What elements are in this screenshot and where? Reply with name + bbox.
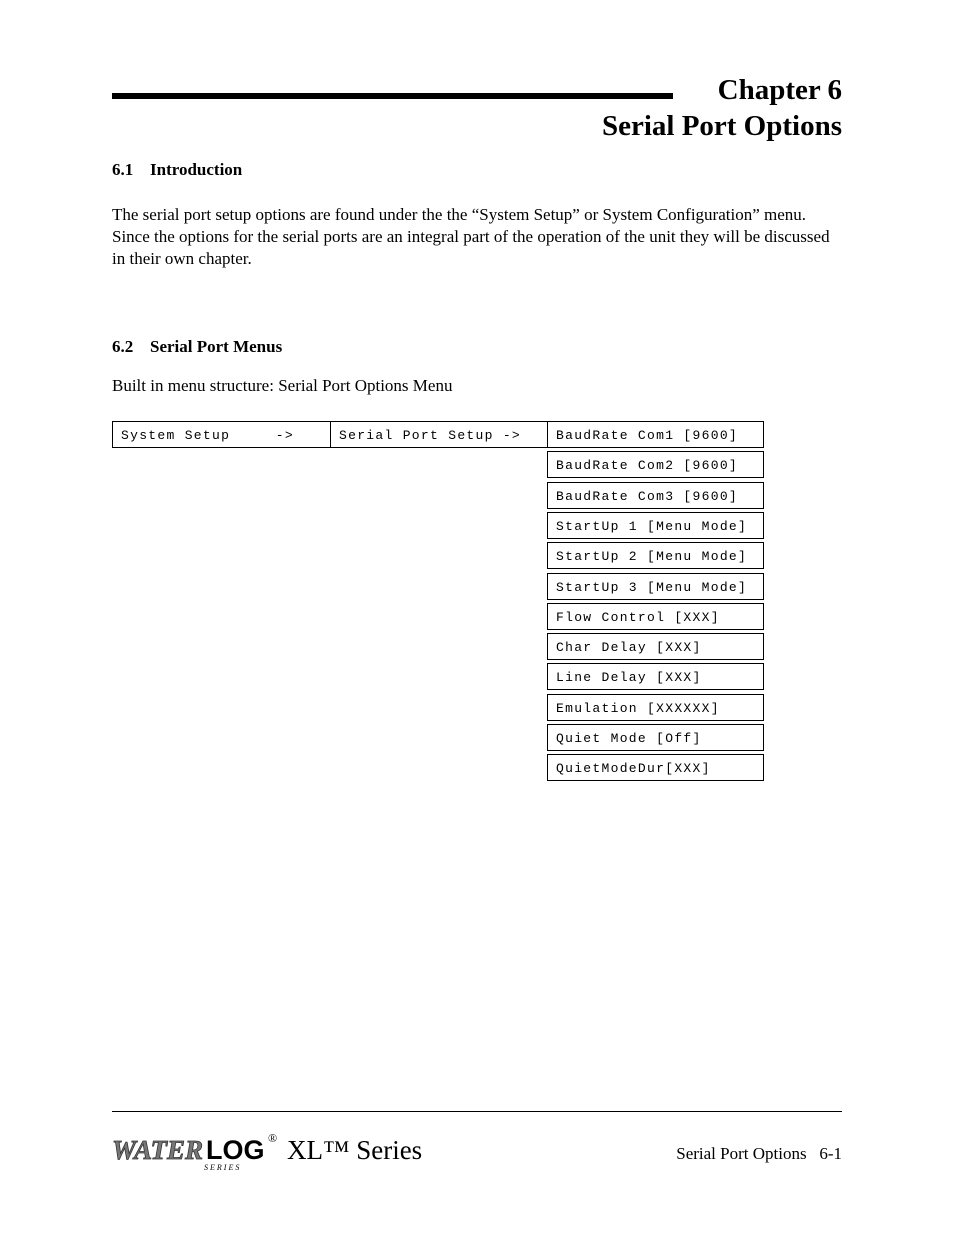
menu-item-box: Line Delay [XXX] — [547, 663, 764, 690]
logo-water-text: WATER — [112, 1135, 204, 1165]
logo-log-text: LOG — [206, 1135, 265, 1165]
menu-item-box: BaudRate Com1 [9600] — [547, 421, 764, 448]
menu-box-system-setup: System Setup -> — [112, 421, 331, 448]
section-heading-menus — [112, 337, 282, 357]
section-title: Serial Port Menus — [150, 337, 283, 356]
waterlog-logo — [112, 1128, 282, 1172]
chapter-number: Chapter 6 — [717, 74, 842, 106]
section-number: 6.2 — [112, 337, 134, 356]
menu-item-box: Emulation [XXXXXX] — [547, 694, 764, 721]
section-number: 6.1 — [112, 160, 134, 179]
footer-rule — [112, 1111, 842, 1112]
page-footer-label: Serial Port Options 6-1 — [676, 1144, 842, 1163]
product-series: XL™ Series — [287, 1135, 423, 1165]
menu-item-box: Flow Control [XXX] — [547, 603, 764, 630]
menu-item-box: BaudRate Com3 [9600] — [547, 482, 764, 509]
section-title: Introduction — [150, 160, 243, 179]
logo-registered-mark: ® — [268, 1131, 278, 1145]
chapter-name: Serial Port Options — [601, 110, 842, 142]
intro-paragraph: The serial port setup options are found under the the “System Setup” or System Configuration” menu. Since the options for the serial ports are an integral part of the operation of the unit they will be discussed in their own chapter. — [112, 205, 830, 268]
menu-item-box: StartUp 2 [Menu Mode] — [547, 542, 764, 569]
chapter-title — [602, 72, 842, 144]
chapter-rule — [112, 93, 673, 99]
menu-item-box: StartUp 3 [Menu Mode] — [547, 573, 764, 600]
menu-item-box: Quiet Mode [Off] — [547, 724, 764, 751]
menu-box-serial-port-setup: Serial Port Setup -> — [330, 421, 549, 448]
menu-item-box: StartUp 1 [Menu Mode] — [547, 512, 764, 539]
menu-item-box: Char Delay [XXX] — [547, 633, 764, 660]
menu-item-box: QuietModeDur[XXX] — [547, 754, 764, 781]
section-heading-intro — [112, 160, 242, 180]
menu-caption: Built in menu structure: Serial Port Options Menu — [112, 376, 453, 395]
logo-series-text: S E R I E S — [204, 1163, 240, 1172]
menu-item-box: BaudRate Com2 [9600] — [547, 451, 764, 478]
